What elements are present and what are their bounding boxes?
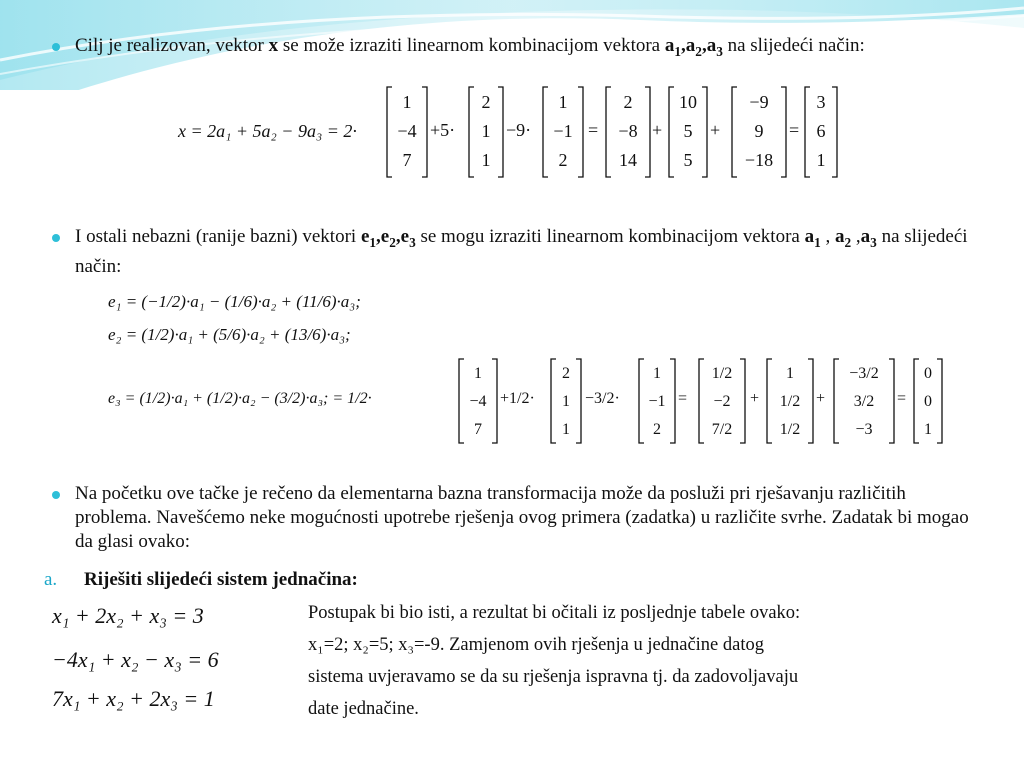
vector-entry: −2 [713, 393, 731, 410]
task-letter: a. [44, 569, 58, 590]
bullet-1-text: Cilj je realizovan, vektor x se može izraziti linearnom kombinacijom vektora $a_1,a_2,a_3$ na slijedeći način: [75, 35, 865, 59]
vector-entry: 0 [924, 393, 932, 410]
operator: +5· [430, 120, 456, 140]
vector-entry: −9 [749, 92, 769, 112]
vector-entry: −1 [553, 121, 573, 141]
vector-entry: 1/2 [779, 421, 801, 438]
vector-entry: 1 [816, 150, 826, 170]
vector-entry: −3 [855, 421, 873, 438]
vector-entry: 1 [402, 92, 412, 112]
column-vector [386, 86, 428, 178]
vector-entry: −4 [469, 393, 487, 410]
column-vector [913, 358, 943, 444]
column-vector [766, 358, 814, 444]
vector-entry: 1 [653, 365, 661, 382]
e3-expression: e₃ = (1/2)·a₁ + (1/2)·a₂ − (3/2)·a₃; = 1/2· [108, 390, 372, 407]
vector-entry: 1 [562, 393, 570, 410]
vector-entry: 2 [623, 92, 633, 112]
vector-entry: 2 [558, 150, 568, 170]
e2-expression: e₂ = (1/2)·a₁ + (5/6)·a₂ + (13/6)·a₃; [108, 325, 351, 344]
vector-entry: 1 [562, 421, 570, 438]
bullet-3-text: Na početku ove tačke je rečeno da elementarna bazna transformacija može da posluži pri rješavanju različitih problema. Navešćemo neke mogućnosti upotrebe rješenja ovog primera (zadatka) u različite svrhe. Zadatak bi mogao da glasi ovako: [75, 483, 969, 552]
operator: + [816, 390, 826, 407]
vector-x-expression: x = 2a₁ + 5a₂ − 9a₃ = 2· [178, 121, 357, 141]
operator: −3/2· [585, 390, 620, 407]
vector-entry: 1 [558, 92, 568, 112]
operator: = [678, 390, 688, 407]
vector-entry: 1 [786, 365, 794, 382]
vector-entry: 10 [679, 92, 697, 112]
column-vector [833, 358, 895, 444]
vector-entry: 14 [619, 150, 637, 170]
vector-entry: 1 [481, 121, 491, 141]
column-vector [468, 86, 504, 178]
vector-entry: 3 [816, 92, 826, 112]
operator: + [652, 120, 663, 140]
vector-entry: 7/2 [711, 421, 733, 438]
operator: + [710, 120, 721, 140]
result-line: Postupak bi bio isti, a rezultat bi očitali iz posljednje tabele ovako: [308, 603, 801, 623]
bullet-2-text: I ostali nebazni (ranije bazni) vektori $e_1,e_2,e_3$ se mogu izraziti linearnom kombinacijom vektora $a_1$ , $a_2$ $,a_3$ na slijedeći način: [75, 226, 968, 277]
operator: −9· [506, 120, 532, 140]
column-vector [731, 86, 787, 178]
result-paragraph [308, 597, 1008, 725]
bullet-dot [52, 491, 60, 499]
vector-entry: 2 [562, 365, 570, 382]
column-vector [550, 358, 582, 444]
column-vector [698, 358, 746, 444]
vector-entry: 6 [816, 121, 826, 141]
column-vector [605, 86, 651, 178]
operator: = [789, 120, 800, 140]
result-line: sistema uvjeravamo se da su rješenja ispravna tj. da zadovoljavaju [308, 667, 799, 687]
vector-entry: 7 [474, 421, 482, 438]
vector-entry: −3/2 [849, 365, 879, 382]
vector-entry: −1 [648, 393, 666, 410]
task-heading: Riješiti slijedeći sistem jednačina: [84, 569, 358, 590]
column-vector [542, 86, 584, 178]
column-vector [458, 358, 498, 444]
vector-entry: 2 [481, 92, 491, 112]
vector-entry: 5 [683, 121, 693, 141]
system-equation-2: −4x₁ + x₂ − x₃ = 6 [52, 647, 219, 672]
vector-entry: 0 [924, 365, 932, 382]
vector-entry: 1 [924, 421, 932, 438]
vector-entry: 3/2 [853, 393, 875, 410]
operator: +1/2· [500, 390, 535, 407]
bullet-dot [52, 43, 60, 51]
column-vector [804, 86, 838, 178]
vector-entry: 1 [474, 365, 482, 382]
operator: = [897, 390, 907, 407]
vector-entry: 1 [481, 150, 491, 170]
result-line: date jednačine. [308, 699, 419, 719]
system-equation-3: 7x₁ + x₂ + 2x₃ = 1 [52, 686, 215, 711]
vector-entry: −18 [744, 150, 774, 170]
operator: = [588, 120, 599, 140]
vector-entry: 9 [754, 121, 764, 141]
vector-entry: 1/2 [779, 393, 801, 410]
result-line: x₁=2; x₂=5; x₃=-9. Zamjenom ovih rješenja u jednačine datog [308, 635, 764, 655]
e1-expression: e₁ = (−1/2)·a₁ − (1/6)·a₂ + (11/6)·a₃; [108, 292, 361, 311]
operator: + [750, 390, 760, 407]
bullet-dot [52, 234, 60, 242]
system-equation-1: x₁ + 2x₂ + x₃ = 3 [52, 603, 204, 628]
vector-entry: 5 [683, 150, 693, 170]
vector-entry: 1/2 [711, 365, 733, 382]
column-vector [668, 86, 708, 178]
vector-entry: 7 [402, 150, 412, 170]
column-vector [638, 358, 676, 444]
vector-entry: −8 [618, 121, 638, 141]
vector-entry: 2 [653, 421, 661, 438]
vector-entry: −4 [397, 121, 417, 141]
